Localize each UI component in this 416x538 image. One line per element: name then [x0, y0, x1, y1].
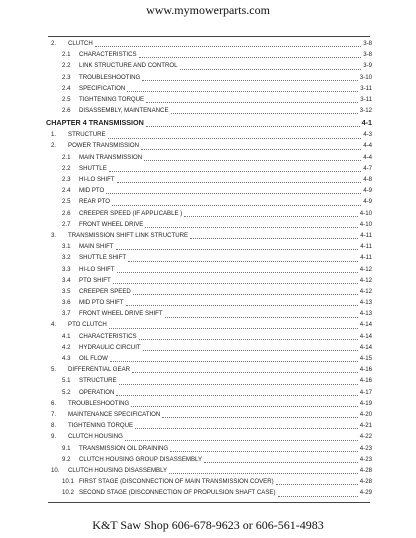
toc-entry-page: 4-14 [359, 343, 372, 351]
dot-leader [132, 372, 358, 373]
toc-entry-number: 9.2 [62, 455, 71, 463]
toc-entry-number: 3.4 [62, 276, 71, 284]
toc-entry-title: FRONT WHEEL DRIVE [79, 220, 144, 228]
toc-entry-title: DISASSEMBLY, MAINTENANCE [79, 107, 169, 115]
toc-entry-title: MAIN SHIFT [79, 243, 114, 251]
toc-entry-page: 3-9 [363, 62, 372, 70]
toc-entry[interactable] [46, 72, 372, 83]
toc-entry-page: 4-13 [359, 299, 372, 307]
toc-entry-title: SPECIFICATION [79, 84, 126, 92]
dot-leader [278, 496, 358, 497]
dot-leader [141, 149, 361, 150]
dot-leader [127, 91, 358, 92]
toc-entry-number: 4.1 [62, 332, 71, 340]
toc-entry[interactable] [46, 487, 372, 498]
toc-entry-number: 5.2 [62, 388, 71, 396]
toc-entry[interactable] [46, 331, 372, 342]
toc-entry-title: POWER TRANSMISSION [68, 142, 139, 150]
toc-entry[interactable] [46, 420, 372, 431]
dot-leader [139, 339, 358, 340]
toc-entry[interactable] [46, 275, 372, 286]
toc-entry[interactable] [46, 252, 372, 263]
toc-entry-page: 4-11 [360, 243, 372, 251]
toc-entry-page: 4-13 [359, 310, 372, 318]
toc-entry-title: MID PTO SHIFT [79, 299, 124, 307]
toc-entry-title: TROUBLESHOOTING [68, 399, 130, 407]
toc-entry-title: LINK STRUCTURE AND CONTROL [79, 62, 178, 70]
toc-entry-title: STRUCTURE [79, 377, 117, 385]
toc-entry-number: 3.6 [62, 299, 71, 307]
toc-entry[interactable] [46, 454, 372, 465]
toc-entry-title: OPERATION [79, 388, 115, 396]
footer-text: K&T Saw Shop 606-678-9623 or 606-561-4983 [92, 518, 324, 532]
toc-entry-title: PTO CLUTCH [68, 321, 107, 329]
dot-leader [135, 428, 358, 429]
toc-entry-number: 6. [51, 399, 57, 407]
dot-leader [116, 249, 359, 250]
toc-entry-page: 4-16 [359, 377, 372, 385]
toc-entry[interactable] [46, 152, 372, 163]
dot-leader [119, 384, 358, 385]
dot-leader [116, 395, 357, 396]
toc-entry-title: HI-LO SHIFT [79, 265, 115, 273]
toc-entry-page: 4-17 [359, 388, 372, 396]
dot-leader [146, 126, 360, 127]
toc-entry-title: CLUTCH HOUSING [68, 433, 123, 441]
toc-entry-number: 2.7 [62, 220, 71, 228]
toc-entry-page: 4-9 [363, 198, 372, 206]
toc-entry-page: 4-21 [359, 422, 372, 430]
toc-entry-number: 2.6 [62, 209, 71, 217]
toc-entry[interactable] [46, 431, 372, 442]
toc-entry[interactable] [46, 443, 372, 454]
toc-entry-title: TRANSMISSION SHIFT LINK STRUCTURE [68, 231, 189, 239]
toc-entry-page: 4-22 [359, 433, 372, 441]
toc-entry-page: 4-19 [359, 399, 372, 407]
toc-entry-number: 10. [51, 466, 60, 474]
dot-leader [146, 102, 358, 103]
dot-leader [108, 138, 362, 139]
toc-entry-title: CLUTCH [68, 39, 93, 47]
toc-entry[interactable] [46, 174, 372, 185]
toc-entry-number: 4.3 [62, 355, 71, 363]
toc-entry-page: 4-1 [361, 118, 372, 128]
toc-entry-number: 3.3 [62, 265, 71, 273]
dot-leader [133, 294, 358, 295]
toc-entry[interactable] [46, 286, 372, 297]
toc-entry-title: REAR PTO [79, 198, 111, 206]
toc-entry[interactable] [46, 241, 372, 252]
toc-entry-number: 5.1 [62, 377, 71, 385]
toc-entry-page: 3-11 [360, 84, 372, 92]
toc-entry[interactable] [46, 185, 372, 196]
dot-leader [190, 238, 358, 239]
toc-entry-page: 4-23 [359, 444, 372, 452]
toc-entry-number: 2.5 [62, 198, 71, 206]
toc-entry-title: MAIN TRANSMISSION [79, 153, 143, 161]
toc-entry-number: 3.1 [62, 243, 71, 251]
toc-entry-page: 4-14 [359, 321, 372, 329]
table-of-contents [46, 38, 372, 499]
toc-entry-title: CHARACTERISTICS [79, 332, 137, 340]
toc-entry-title: SECOND STAGE (DISCONNECTION OF PROPULSION SHAFT CASE) [79, 489, 276, 497]
toc-entry[interactable] [46, 208, 372, 219]
toc-entry-number: 8. [51, 422, 57, 430]
toc-entry-page: 4-11 [360, 254, 372, 262]
toc-entry-number: 2.1 [62, 51, 71, 59]
toc-entry-number: 3.2 [62, 254, 71, 262]
dot-leader [145, 227, 357, 228]
toc-entry-title: PTO SHIFT [79, 276, 111, 284]
dot-leader [169, 473, 358, 474]
toc-entry-title: DIFFERENTIAL GEAR [68, 366, 131, 374]
dot-leader [144, 160, 361, 161]
toc-entry[interactable] [46, 129, 372, 140]
toc-entry-title: CREEPER SPEED [79, 287, 131, 295]
toc-entry-page: 4-8 [363, 176, 372, 184]
toc-entry[interactable] [46, 49, 372, 60]
toc-entry-number: 9. [51, 433, 57, 441]
toc-entry[interactable] [46, 476, 372, 487]
toc-entry-page: 3-8 [363, 39, 372, 47]
toc-entry-page: 4-16 [359, 366, 372, 374]
toc-entry-page: 4-20 [359, 410, 372, 418]
toc-entry-page: 4-15 [359, 355, 372, 363]
dot-leader [170, 451, 358, 452]
toc-entry-number: 2.6 [62, 107, 71, 115]
toc-entry-number: 2. [51, 142, 57, 150]
toc-entry-page: 3-12 [359, 107, 372, 115]
toc-entry-title: TROUBLESHOOTING [79, 73, 141, 81]
dot-leader [109, 328, 358, 329]
dot-leader [117, 272, 358, 273]
toc-entry[interactable] [46, 196, 372, 207]
toc-entry-page: 4-28 [359, 466, 372, 474]
toc-entry-title: CHAPTER 4 TRANSMISSION [46, 118, 144, 128]
dot-leader [131, 406, 358, 407]
toc-entry[interactable] [46, 83, 372, 94]
toc-entry-page: 4-9 [363, 187, 372, 195]
toc-entry-title: TRANSMISSION OIL DRAINING [79, 444, 169, 452]
toc-entry-number: 3. [51, 231, 57, 239]
toc-entry-title: HYDRAULIC CIRCUIT [79, 343, 141, 351]
dot-leader [112, 205, 361, 206]
toc-entry-number: 1. [51, 131, 57, 139]
toc-entry-number: 2.5 [62, 95, 71, 103]
toc-entry-page: 4-4 [363, 142, 372, 150]
toc-entry-page: 3-11 [360, 95, 372, 103]
toc-entry[interactable] [46, 409, 372, 420]
toc-entry-page: 4-7 [363, 164, 372, 172]
dot-leader [165, 317, 358, 318]
dot-leader [128, 261, 358, 262]
toc-entry-page: 4-11 [360, 231, 372, 239]
toc-entry-title: TIGHTENING TORQUE [68, 422, 134, 430]
dot-leader [184, 216, 358, 217]
toc-entry[interactable] [46, 387, 372, 398]
dot-leader [106, 193, 361, 194]
toc-entry[interactable] [46, 297, 372, 308]
toc-entry[interactable] [46, 308, 372, 319]
toc-entry-number: 2.1 [62, 153, 71, 161]
toc-entry-number: 2.3 [62, 176, 71, 184]
dot-leader [171, 113, 358, 114]
toc-entry-number: 9.1 [62, 444, 71, 452]
toc-entry[interactable] [46, 141, 372, 152]
toc-entry[interactable] [46, 465, 372, 476]
toc-entry[interactable] [46, 230, 372, 241]
toc-entry-page: 4-12 [359, 276, 372, 284]
dot-leader [113, 283, 358, 284]
toc-entry-page: 4-3 [363, 131, 372, 139]
dot-leader [142, 80, 358, 81]
toc-entry-page: 4-23 [359, 455, 372, 463]
dot-leader [95, 46, 361, 47]
toc-entry-title: STRUCTURE [68, 131, 106, 139]
toc-entry-number: 2.4 [62, 84, 71, 92]
toc-entry-title: HI-LO SHIFT [79, 176, 115, 184]
toc-entry-title: TIGHTENING TORQUE [79, 95, 145, 103]
toc-entry-title: OIL FLOW [79, 355, 108, 363]
toc-entry-page: 3-10 [359, 73, 372, 81]
toc-entry[interactable] [46, 320, 372, 331]
toc-entry-number: 2.2 [62, 164, 71, 172]
toc-entry-number: 4. [51, 321, 57, 329]
toc-entry[interactable] [46, 38, 372, 49]
toc-entry-number: 3.7 [62, 310, 71, 318]
dot-leader [117, 182, 362, 183]
toc-entry-page: 4-12 [359, 287, 372, 295]
toc-entry-title: FIRST STAGE (DISCONNECTION OF MAIN TRANSMISSION COVER) [79, 478, 274, 486]
toc-entry-number: 10.1 [62, 478, 74, 486]
dot-leader [180, 69, 362, 70]
dot-leader [110, 361, 358, 362]
toc-chapter-entry[interactable] [46, 116, 372, 129]
dot-leader [109, 171, 361, 172]
site-url: www.mymowerparts.com [146, 3, 270, 17]
toc-entry-title: CLUTCH HOUSING GROUP DISASSEMBLY [79, 455, 203, 463]
dot-leader [162, 417, 357, 418]
toc-entry-number: 2.3 [62, 73, 71, 81]
dot-leader [276, 484, 358, 485]
dot-leader [126, 305, 358, 306]
bottom-divider [48, 502, 370, 503]
top-divider [48, 36, 370, 37]
toc-entry-page: 4-4 [363, 153, 372, 161]
toc-entry-number: 7. [51, 410, 57, 418]
toc-entry-number: 2.2 [62, 62, 71, 70]
dot-leader [125, 440, 358, 441]
toc-entry[interactable] [46, 219, 372, 230]
toc-entry-title: SHUTTLE [79, 164, 107, 172]
toc-entry-title: CREEPER SPEED (IF APPLICABLE ) [79, 209, 183, 217]
toc-entry-page: 4-10 [359, 220, 372, 228]
toc-entry[interactable] [46, 364, 372, 375]
toc-entry[interactable] [46, 94, 372, 105]
toc-entry-page: 4-10 [359, 209, 372, 217]
dot-leader [143, 350, 358, 351]
toc-entry-number: 3.5 [62, 287, 71, 295]
toc-entry-page: 4-12 [359, 265, 372, 273]
toc-entry[interactable] [46, 60, 372, 71]
toc-entry-page: 4-29 [359, 489, 372, 497]
toc-entry-title: FRONT WHEEL DRIVE SHIFT [79, 310, 163, 318]
dot-leader [139, 57, 362, 58]
toc-entry-page: 3-8 [363, 51, 372, 59]
dot-leader [204, 462, 358, 463]
toc-entry-number: 2. [51, 39, 57, 47]
toc-entry[interactable] [46, 353, 372, 364]
toc-entry[interactable] [46, 105, 372, 116]
toc-entry-page: 4-28 [359, 478, 372, 486]
toc-entry-title: CHARACTERISTICS [79, 51, 137, 59]
toc-entry[interactable] [46, 398, 372, 409]
toc-entry-number: 5. [51, 366, 57, 374]
toc-entry-number: 2.4 [62, 187, 71, 195]
toc-entry-title: CLUTCH HOUSING DISASSEMBLY [68, 466, 168, 474]
toc-entry[interactable] [46, 342, 372, 353]
toc-entry-page: 4-14 [359, 332, 372, 340]
toc-entry[interactable] [46, 264, 372, 275]
toc-entry-number: 10.2 [62, 489, 74, 497]
toc-entry-number: 4.2 [62, 343, 71, 351]
toc-entry-title: MAINTENANCE SPECIFICATION [68, 410, 161, 418]
toc-entry[interactable] [46, 375, 372, 386]
toc-entry[interactable] [46, 163, 372, 174]
toc-entry-title: MID PTO [79, 187, 105, 195]
toc-entry-title: SHUTTLE SHIFT [79, 254, 127, 262]
